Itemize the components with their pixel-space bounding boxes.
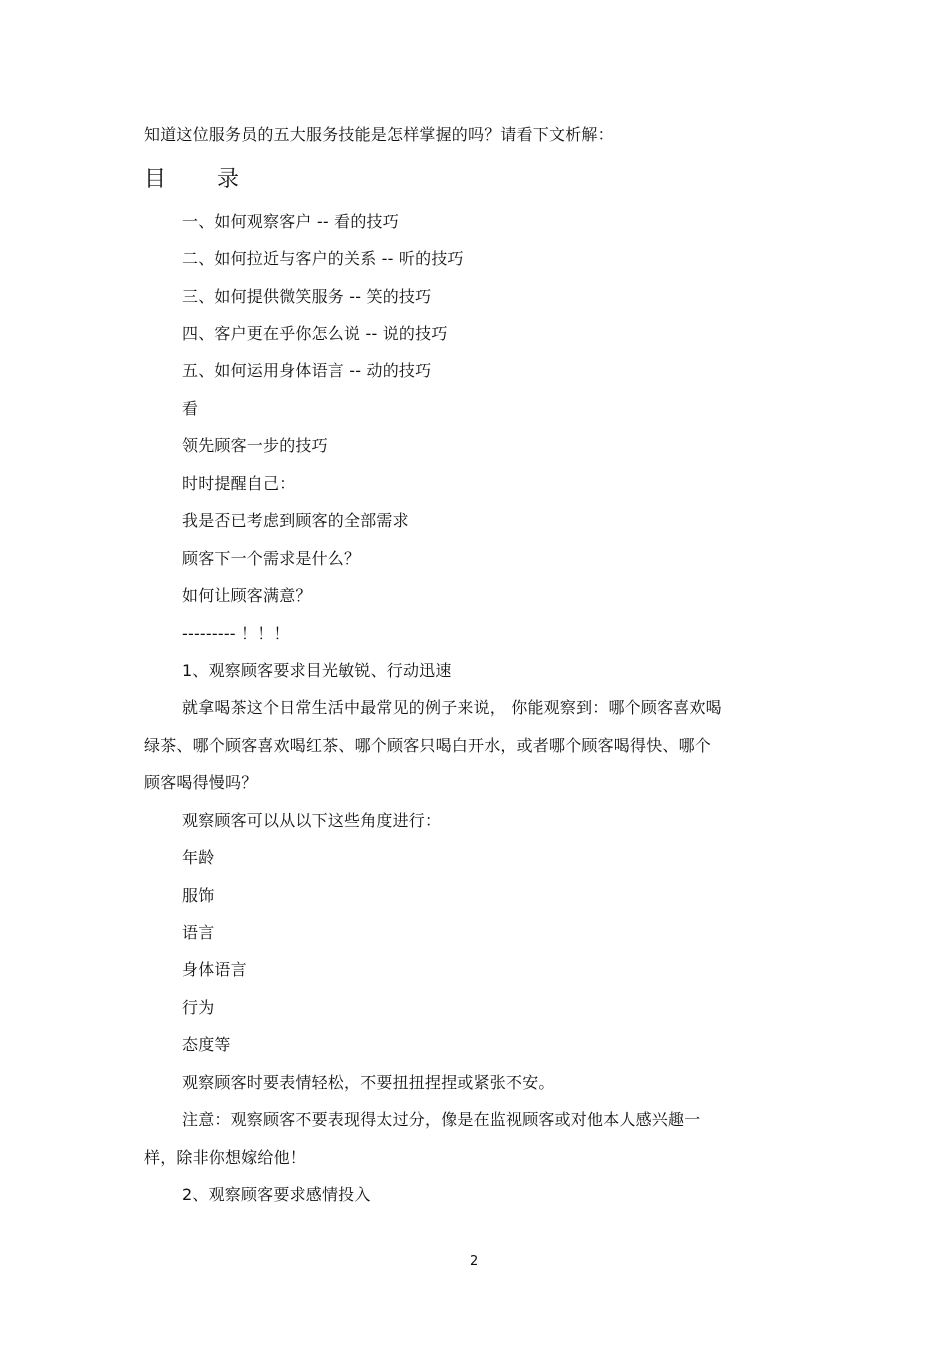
question-1: 我是否已考虑到顾客的全部需求: [182, 511, 409, 530]
toc-item-1: 一、如何观察客户 -- 看的技巧: [182, 212, 399, 231]
toc-item-4: 四、客户更在乎你怎么说 -- 说的技巧: [182, 324, 448, 343]
relax-text: 观察顾客时要表情轻松，不要扭扭捏捏或紧张不安。: [182, 1073, 555, 1092]
angles-intro: 观察顾客可以从以下这些角度进行：: [182, 811, 442, 830]
page-number: 2: [470, 1254, 479, 1269]
point-2-heading: 2、观察顾客要求感情投入: [182, 1185, 371, 1204]
point-1-heading: 1、观察顾客要求目光敏锐、行动迅速: [182, 661, 452, 680]
angle-item: 行为: [182, 998, 215, 1017]
angle-item: 身体语言: [182, 960, 247, 979]
dashes-line: --------- ！！！: [182, 624, 290, 643]
intro-text: 知道这位服务员的五大服务技能是怎样掌握的吗？请看下文析解：: [144, 125, 614, 144]
toc-item-5: 五、如何运用身体语言 -- 动的技巧: [182, 361, 432, 380]
toc-title: 目 录: [144, 167, 261, 192]
note-line-2: 样，除非你想嫁给他！: [144, 1148, 307, 1167]
para-1-line-2: 绿茶、哪个顾客喜欢喝红茶、哪个顾客只喝白开水，或者哪个顾客喝得快、哪个: [144, 736, 712, 755]
angle-item: 年龄: [182, 848, 215, 867]
angle-item: 语言: [182, 923, 215, 942]
remind-text: 时时提醒自己：: [182, 474, 296, 493]
angle-item: 态度等: [182, 1035, 231, 1054]
para-1-line-3: 顾客喝得慢吗？: [144, 773, 258, 792]
note-line-1: 注意：观察顾客不要表现得太过分，像是在监视顾客或对他本人感兴趣一: [182, 1110, 701, 1129]
toc-item-3: 三、如何提供微笑服务 -- 笑的技巧: [182, 287, 432, 306]
lead-title: 领先顾客一步的技巧: [182, 436, 328, 455]
toc-item-2: 二、如何拉近与客户的关系 -- 听的技巧: [182, 249, 464, 268]
section-heading: 看: [182, 399, 199, 418]
para-1-line-1: 就拿喝茶这个日常生活中最常见的例子来说， 你能观察到：哪个顾客喜欢喝: [182, 698, 722, 717]
question-2: 顾客下一个需求是什么？: [182, 549, 361, 568]
angle-item: 服饰: [182, 886, 215, 905]
question-3: 如何让顾客满意？: [182, 586, 312, 605]
